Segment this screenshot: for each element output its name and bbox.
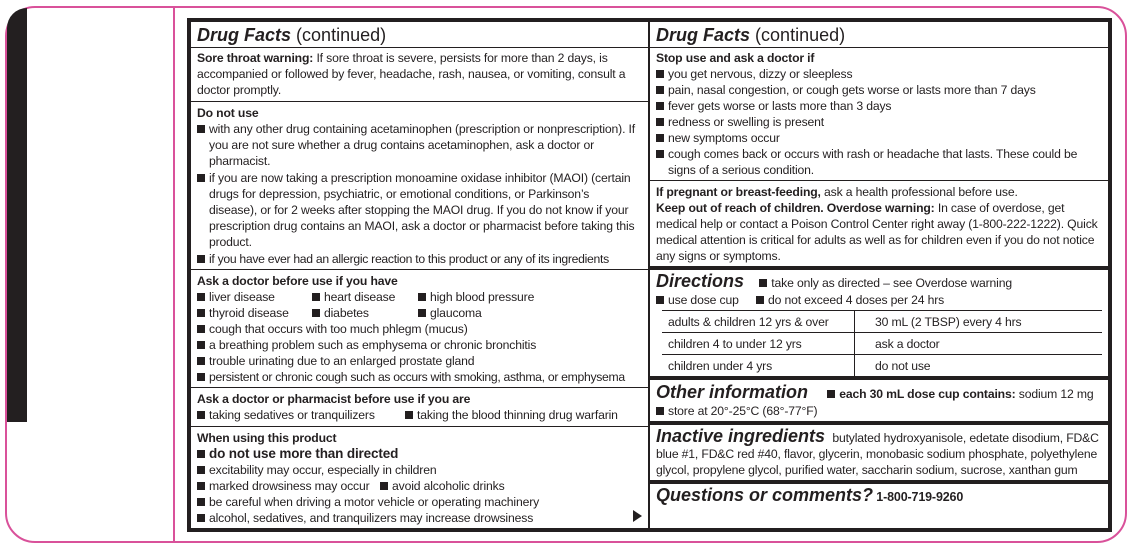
bullet-square-icon — [197, 514, 205, 522]
list-item: redness or swelling is present — [656, 114, 1100, 130]
bullet-square-icon — [197, 498, 205, 506]
when-using-title: When using this product — [197, 431, 337, 445]
bullet-square-icon — [197, 125, 205, 133]
list-item: excitability may occur, especially in children — [197, 462, 640, 478]
bullet-square-icon — [759, 279, 767, 287]
list-item: a breathing problem such as emphysema or chronic bronchitis — [197, 337, 640, 353]
bullet-square-icon — [312, 309, 320, 317]
bullet-square-icon — [197, 450, 205, 458]
ask-doctor-title: Ask a doctor before use if you have — [197, 274, 398, 288]
stop-use-title: Stop use and ask a doctor if — [656, 51, 815, 65]
list-item: with any other drug containing acetaminophen (prescription or nonprescription). If you are not sure whether a drug contains acetaminophen, ask a doctor or pharmacist. — [197, 121, 640, 169]
do-not-use-title: Do not use — [197, 106, 259, 120]
header-title: Drug Facts — [656, 25, 751, 45]
bullet-square-icon — [197, 373, 205, 381]
bullet-square-icon — [656, 118, 664, 126]
bullet-square-icon — [827, 390, 835, 398]
bullet-square-icon — [418, 293, 426, 301]
list-item: cough comes back or occurs with rash or headache that lasts. These could be signs of a serious condition. — [656, 146, 1100, 178]
list-item: trouble urinating due to an enlarged prostate gland — [197, 353, 640, 369]
questions-title: Questions or comments? — [656, 485, 874, 505]
list-item: cough that occurs with too much phlegm (mucus) — [197, 321, 640, 337]
drug-facts-right-panel — [648, 18, 1112, 532]
pregnancy-overdose-section — [650, 181, 1108, 270]
list-item: if you have ever had an allergic reaction to this product or any of its ingredients — [197, 251, 640, 267]
bullet-square-icon — [656, 407, 664, 415]
directions-section — [650, 270, 1108, 380]
directions-row-2: use dose cup do not exceed 4 doses per 24 hrs — [656, 292, 1100, 308]
bullet-square-icon — [656, 296, 664, 304]
list-item: alcohol, sedatives, and tranquilizers may increase drowsiness — [197, 510, 640, 526]
list-item: you get nervous, dizzy or sleepless — [656, 66, 1100, 82]
directions-row-1: Directions take only as directed – see Overdose warning — [656, 271, 1012, 291]
bullet-square-icon — [312, 293, 320, 301]
stop-use-section — [650, 48, 1108, 181]
age-group-cell: children 4 to under 12 yrs — [662, 333, 855, 355]
sore-throat-section — [191, 48, 648, 102]
other-info-row-2: store at 20°-25°C (68°-77°F) — [656, 403, 1100, 419]
table-row — [662, 333, 1102, 355]
other-info-title: Other information — [656, 382, 808, 402]
bullet-square-icon — [197, 357, 205, 365]
list-item: if you are now taking a prescription monoamine oxidase inhibitor (MAOI) (certain drugs for depression, psychiatric, or emotional conditions, or Parkinson’s disease), or for 2 weeks after stopping the MAOI drug. If you do not know if your prescription drug contains an MAOI, ask a doctor or pharmacist before taking this product. — [197, 170, 640, 250]
inactive-title: Inactive ingredients — [656, 426, 826, 446]
black-side-strip — [7, 8, 27, 422]
bullet-square-icon — [656, 86, 664, 94]
table-row — [662, 355, 1102, 377]
when-using-section — [191, 427, 648, 527]
bullet-square-icon — [197, 325, 205, 333]
bullet-square-icon — [197, 411, 205, 419]
bullet-square-icon — [418, 309, 426, 317]
ask-pharmacist-section — [191, 388, 648, 427]
age-group-cell: children under 4 yrs — [662, 355, 855, 377]
right-header — [650, 22, 1108, 48]
table-row — [662, 311, 1102, 333]
bullet-square-icon — [656, 134, 664, 142]
list-item: persistent or chronic cough such as occurs with smoking, asthma, or emphysema — [197, 369, 640, 385]
list-item: do not use more than directed — [197, 446, 640, 462]
bullet-square-icon — [197, 466, 205, 474]
condition-row: thyroid disease diabetes glaucoma — [197, 305, 640, 321]
list-item: fever gets worse or lasts more than 3 days — [656, 98, 1100, 114]
sore-throat-text: If sore throat is severe, persists for more than 2 days, is accompanied or followed by fever, headache, rash, nausea, or vomiting, consult a doctor promptly. — [197, 51, 626, 97]
sore-throat-label: Sore throat warning: — [197, 51, 314, 65]
bullet-square-icon — [405, 411, 413, 419]
bullet-square-icon — [197, 255, 205, 263]
age-group-cell: adults & children 12 yrs & over — [662, 311, 855, 333]
drug-facts-left-panel — [187, 18, 650, 532]
questions-phone: 1-800-719-9260 — [876, 490, 964, 504]
do-not-use-section — [191, 102, 648, 270]
bullet-square-icon — [197, 309, 205, 317]
questions-section — [650, 484, 1108, 507]
header-suffix: (continued) — [296, 25, 387, 45]
list-item: new symptoms occur — [656, 130, 1100, 146]
inactive-text: butylated hydroxyanisole, edetate disodium, FD&C blue #1, FD&C red #40, flavor, glycerin, monobasic sodium phosphate, polyethylene glycol, propylene glycol, purified water, saccharin sodium, sucrose, xanthan gum — [656, 431, 1099, 477]
pregnancy-warning: If pregnant or breast-feeding, ask a health professional before use. — [656, 185, 1018, 199]
bullet-square-icon — [197, 341, 205, 349]
bullet-square-icon — [197, 174, 205, 182]
overdose-warning: Keep out of reach of children. Overdose warning: In case of overdose, get medical help or contact a Poison Control Center right away (1-800-222-1222). Quick medical attention is critical for adults as well as for children even if you do not notice any signs or symptoms. — [656, 201, 1098, 263]
dosage-table — [662, 310, 1102, 376]
inactive-ingredients-section — [650, 425, 1108, 484]
bullet-square-icon — [656, 150, 664, 158]
pharmacist-row: taking sedatives or tranquilizers taking the blood thinning drug warfarin — [197, 407, 640, 423]
dose-cell: ask a doctor — [855, 333, 1103, 355]
ask-doctor-section — [191, 270, 648, 388]
header-title: Drug Facts — [197, 25, 292, 45]
bullet-square-icon — [197, 293, 205, 301]
dose-cell: 30 mL (2 TBSP) every 4 hrs — [855, 311, 1103, 333]
bullet-square-icon — [656, 102, 664, 110]
bullet-square-icon — [197, 482, 205, 490]
panel-divider — [173, 7, 175, 542]
dose-cell: do not use — [855, 355, 1103, 377]
bullet-square-icon — [756, 296, 764, 304]
condition-row: liver disease heart disease high blood pressure — [197, 289, 640, 305]
bullet-square-icon — [380, 482, 388, 490]
header-suffix: (continued) — [755, 25, 846, 45]
list-item: marked drowsiness may occur avoid alcoholic drinks — [197, 478, 640, 494]
other-info-row-1: Other information each 30 mL dose cup contains: sodium 12 mg — [656, 382, 1094, 402]
ask-pharmacist-title: Ask a doctor or pharmacist before use if you are — [197, 392, 471, 406]
continue-arrow-icon — [633, 510, 642, 522]
directions-title: Directions — [656, 271, 745, 291]
bullet-square-icon — [656, 70, 664, 78]
left-header — [191, 22, 648, 48]
list-item: be careful when driving a motor vehicle or operating machinery — [197, 494, 640, 510]
list-item: pain, nasal congestion, or cough gets worse or lasts more than 7 days — [656, 82, 1100, 98]
other-information-section — [650, 380, 1108, 425]
